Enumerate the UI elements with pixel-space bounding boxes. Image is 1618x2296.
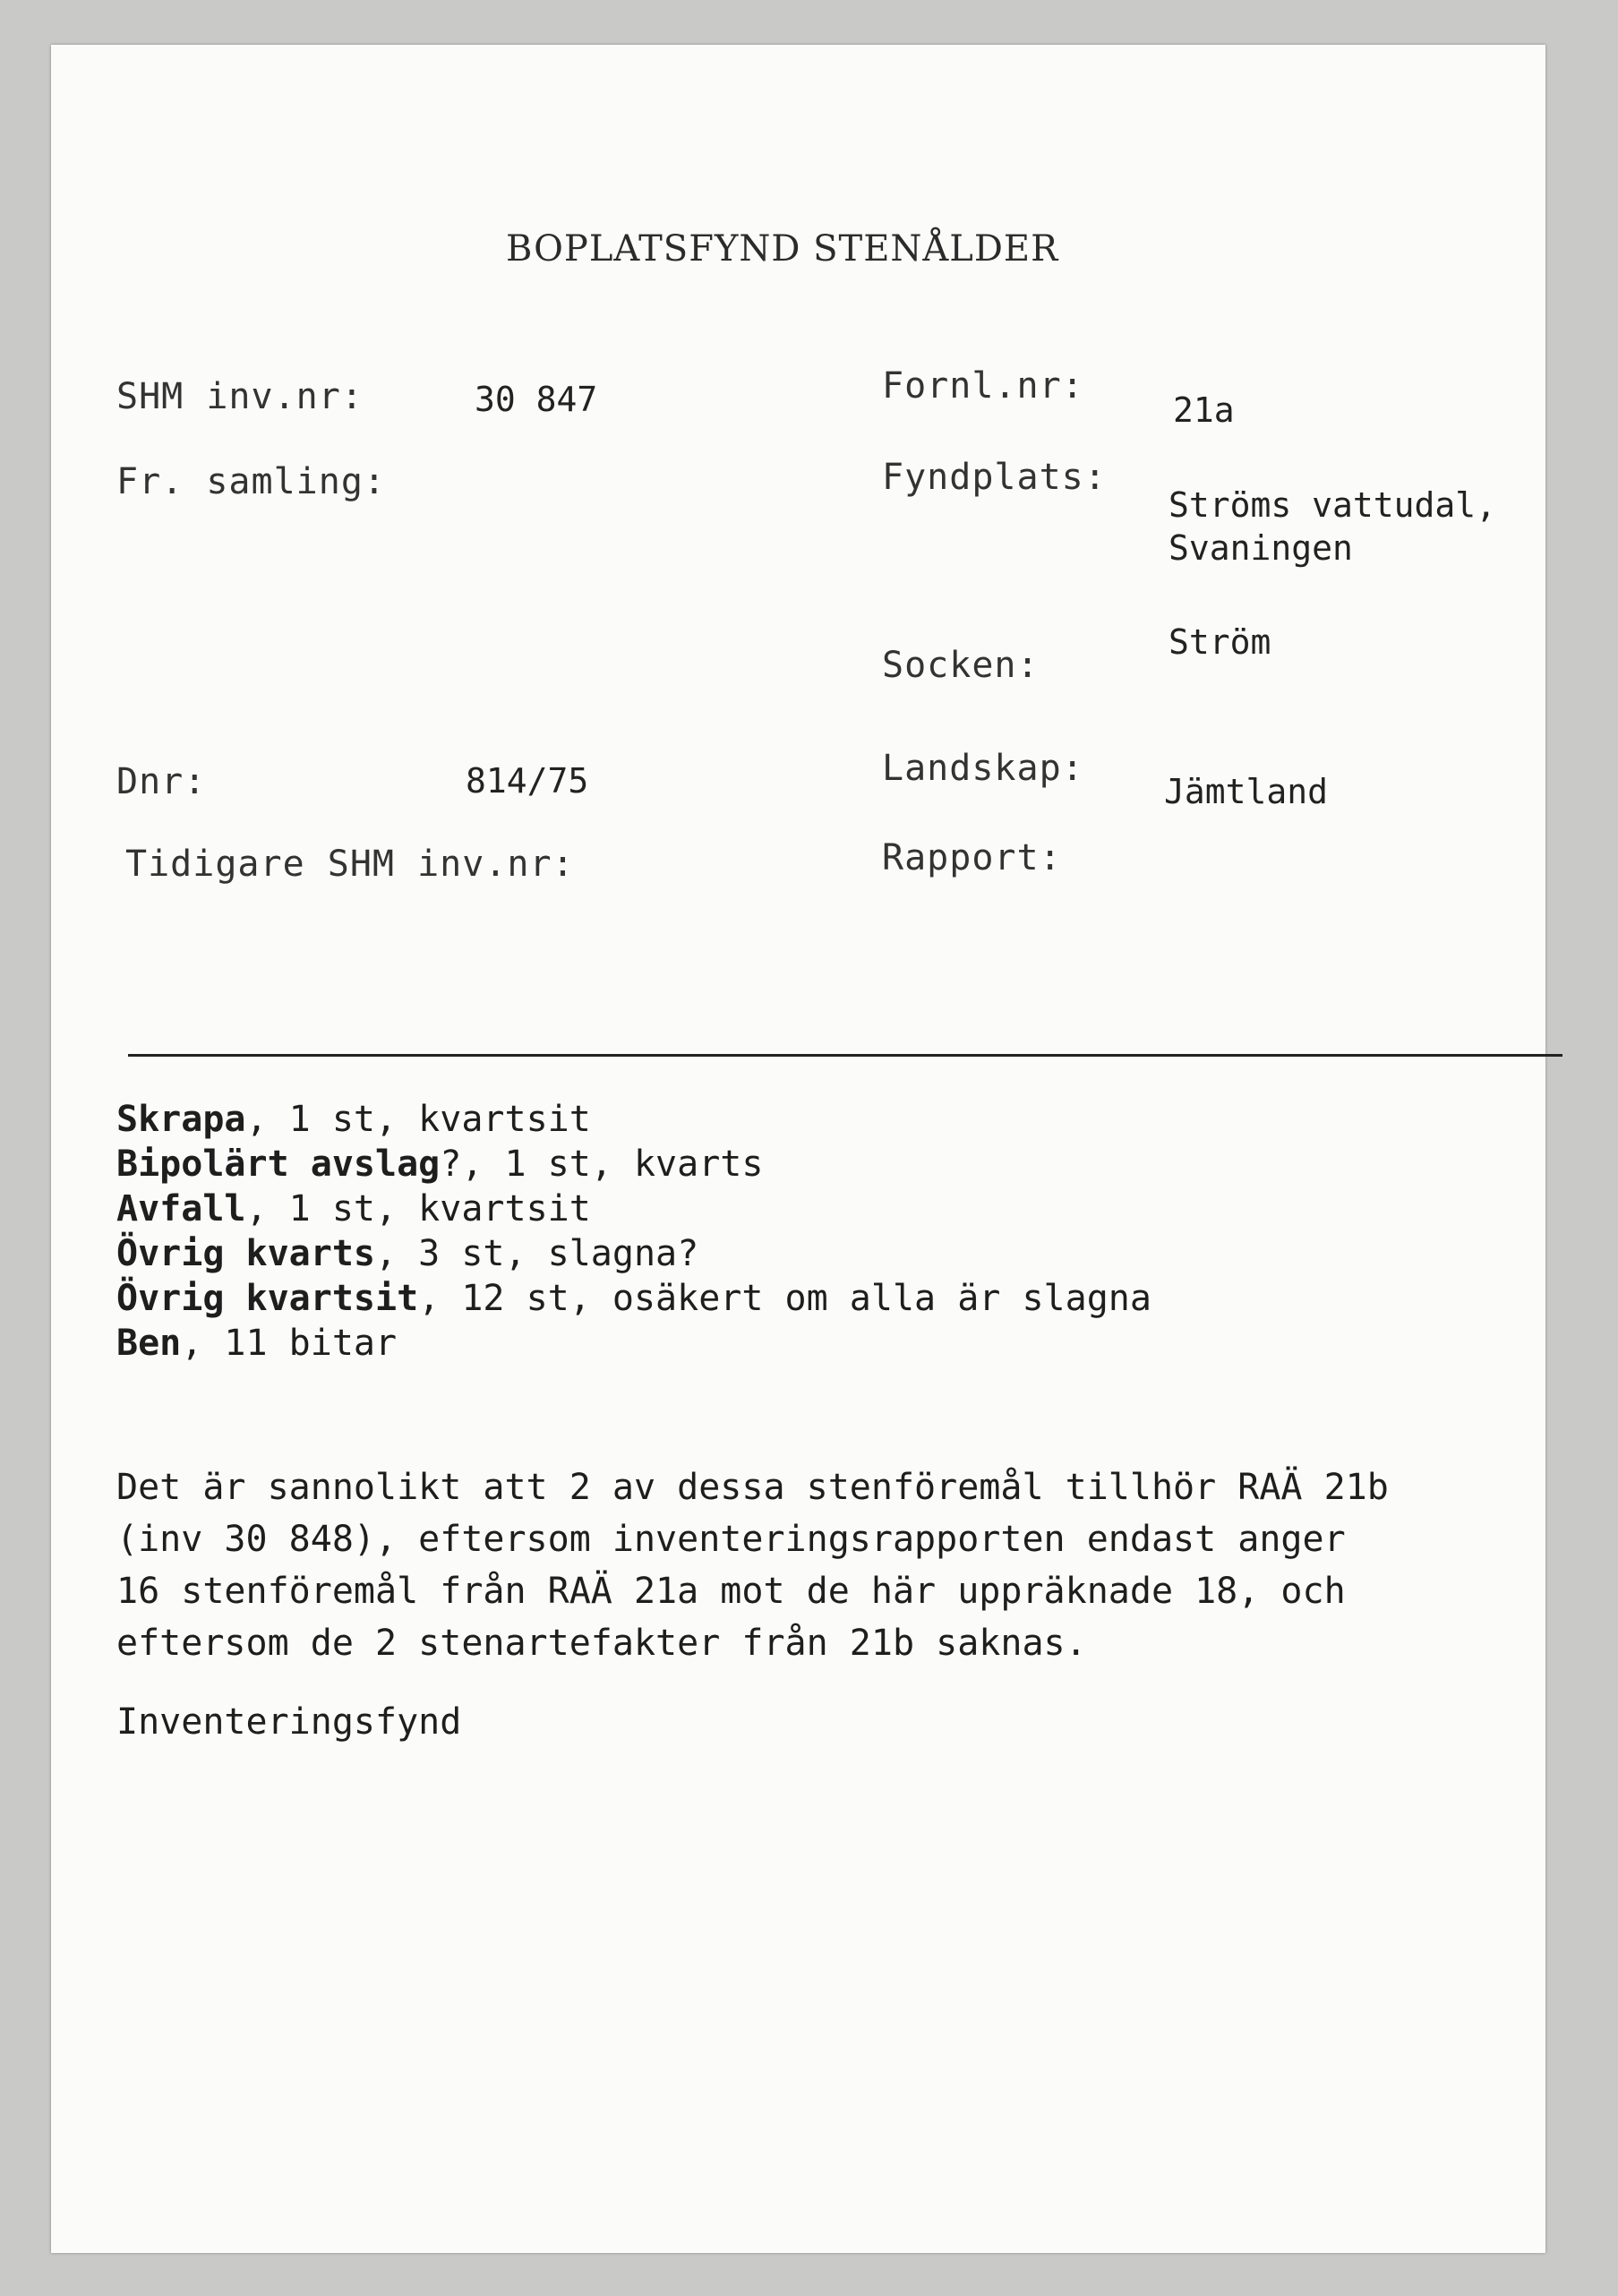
card-title: BOPLATSFYND STENÅLDER <box>506 228 1059 270</box>
fyndplats-label: Fyndplats: <box>882 457 1107 498</box>
findings-list <box>116 1097 1151 1366</box>
finding-item: Övrig kvarts, 3 st, slagna? <box>116 1233 699 1274</box>
fr-samling-label: Fr. samling: <box>116 461 386 502</box>
finding-item: Skrapa, 1 st, kvartsit <box>116 1099 591 1140</box>
note-line: (inv 30 848), eftersom inventeringsrapporten endast anger <box>116 1519 1346 1560</box>
socken-value: Ström <box>1169 622 1271 662</box>
socken-label: Socken: <box>882 645 1040 686</box>
landskap-value: Jämtland <box>1164 772 1329 811</box>
footer-note: Inventeringsfynd <box>116 1701 462 1743</box>
shm-inv-label: SHM inv.nr: <box>116 376 364 417</box>
note-line: Det är sannolikt att 2 av dessa stenföremål tillhör RAÄ 21b <box>116 1467 1389 1508</box>
landskap-label: Landskap: <box>882 748 1084 789</box>
note-line: 16 stenföremål från RAÄ 21a mot de här uppräknade 18, och <box>116 1571 1346 1612</box>
fyndplats-value-line2: Svaningen <box>1169 528 1353 568</box>
finding-item: Övrig kvartsit, 12 st, osäkert om alla är slagna <box>116 1278 1151 1319</box>
fyndplats-value-line1: Ströms vattudal, <box>1169 485 1497 525</box>
fornl-label: Fornl.nr: <box>882 365 1084 407</box>
finding-item: Ben, 11 bitar <box>116 1323 398 1364</box>
separator-line <box>128 1054 1562 1057</box>
tidigare-shm-label: Tidigare SHM inv.nr: <box>125 844 575 885</box>
finding-item: Bipolärt avslag?, 1 st, kvarts <box>116 1144 764 1185</box>
shm-inv-value: 30 847 <box>475 380 598 419</box>
dnr-value: 814/75 <box>466 761 589 801</box>
finding-item: Avfall, 1 st, kvartsit <box>116 1188 591 1229</box>
note-line: eftersom de 2 stenartefakter från 21b saknas. <box>116 1623 1087 1664</box>
dnr-label: Dnr: <box>116 761 207 802</box>
note-paragraph <box>116 1461 1540 1669</box>
fornl-value: 21a <box>1173 390 1235 430</box>
rapport-label: Rapport: <box>882 837 1062 878</box>
